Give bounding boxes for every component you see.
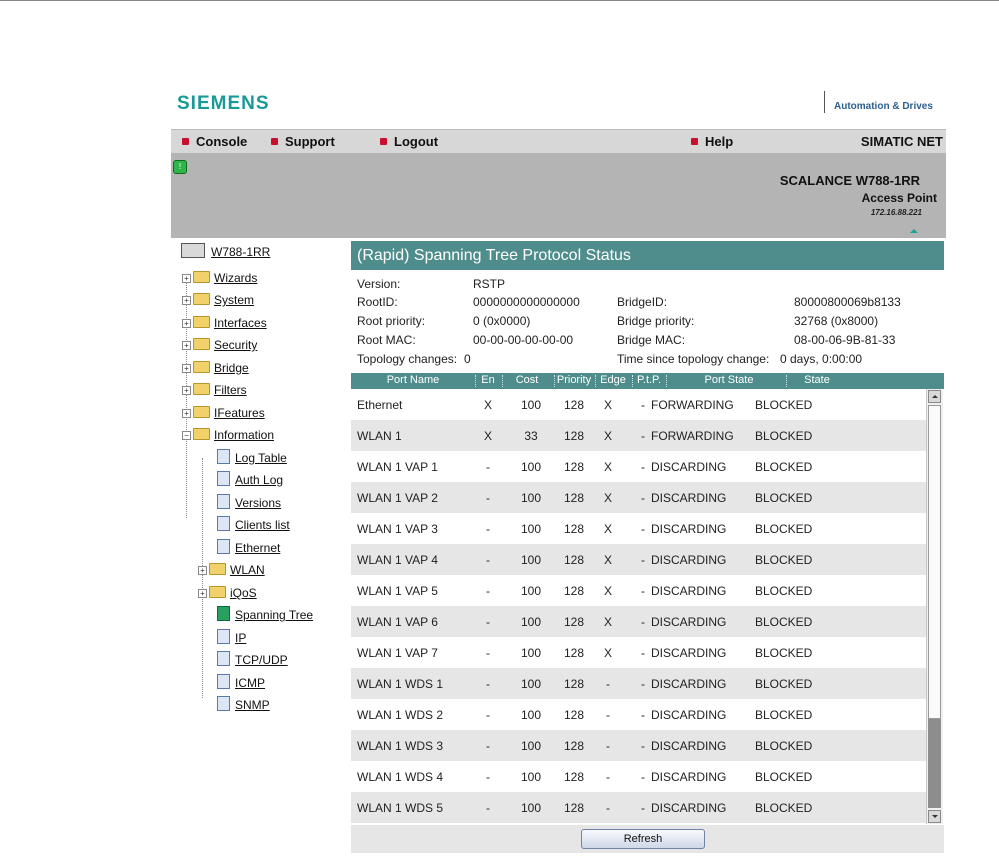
time-since-label: Time since topology change:	[617, 352, 770, 366]
cell-port-state: FORWARDING	[651, 429, 734, 443]
table-row	[351, 699, 926, 730]
table-header	[351, 373, 944, 389]
version-label: Version:	[357, 277, 401, 291]
cell-ptp: -	[641, 646, 645, 660]
cell-ptp: -	[641, 491, 645, 505]
cell-en: -	[486, 584, 490, 598]
cell-priority: 128	[563, 615, 585, 629]
cell-ptp: -	[641, 739, 645, 753]
cell-cost: 100	[520, 584, 542, 598]
device-role: Access Point	[861, 191, 937, 205]
expand-icon[interactable]: +	[182, 296, 191, 305]
cell-priority: 128	[563, 708, 585, 722]
tree-folder-label[interactable]: iQoS	[230, 586, 257, 600]
cell-port-name: WLAN 1 VAP 7	[357, 646, 438, 660]
cell-priority: 128	[563, 801, 585, 815]
tree-folder-label[interactable]: Bridge	[214, 361, 249, 375]
brand-bar	[171, 77, 946, 129]
cell-port-name: WLAN 1 VAP 3	[357, 522, 438, 536]
cell-port-state: DISCARDING	[651, 646, 727, 660]
cell-ptp: -	[641, 677, 645, 691]
tree-page-auth-log[interactable]	[217, 471, 283, 489]
tree-folder-label[interactable]: Information	[214, 428, 275, 442]
cell-state: BLOCKED	[755, 801, 813, 815]
cell-priority: 128	[563, 584, 585, 598]
cell-en: -	[486, 770, 490, 784]
bridge-priority-value: 32768 (0x8000)	[794, 314, 879, 328]
column-header-cost: Cost	[515, 374, 539, 386]
rootid-value: 0000000000000000	[473, 295, 580, 309]
cell-en: -	[486, 677, 490, 691]
cell-edge: -	[606, 801, 610, 815]
cell-state: BLOCKED	[755, 615, 813, 629]
tree-folder-bridge[interactable]	[182, 359, 249, 377]
cell-edge: X	[603, 615, 612, 629]
cell-priority: 128	[563, 739, 585, 753]
column-header-state: State	[804, 374, 830, 386]
expand-icon[interactable]: +	[182, 319, 191, 328]
folder-icon	[193, 271, 210, 283]
cell-state: BLOCKED	[755, 677, 813, 691]
tree-page-tcp-udp[interactable]	[217, 651, 288, 669]
scroll-up-arrow-icon[interactable]	[928, 390, 941, 403]
tree-folder-security[interactable]	[182, 336, 257, 354]
cell-state: BLOCKED	[755, 646, 813, 660]
table-row	[351, 575, 926, 606]
tree-folder-interfaces[interactable]	[182, 314, 267, 332]
menu-help[interactable]	[691, 134, 733, 149]
cell-port-name: WLAN 1 VAP 2	[357, 491, 438, 505]
folder-icon	[209, 586, 226, 598]
cell-port-name: WLAN 1 VAP 1	[357, 460, 438, 474]
tree-folder-information[interactable]	[182, 426, 274, 444]
cell-port-name: WLAN 1 WDS 2	[357, 708, 444, 722]
cell-ptp: -	[641, 801, 645, 815]
tree-page-label[interactable]: Versions	[235, 496, 282, 510]
cell-en: -	[486, 553, 490, 567]
cell-en: -	[486, 615, 490, 629]
device-banner	[171, 153, 946, 238]
cell-edge: X	[603, 553, 612, 567]
cell-port-state: DISCARDING	[651, 801, 727, 815]
cell-port-name: WLAN 1 VAP 6	[357, 615, 438, 629]
cell-en: -	[486, 491, 490, 505]
scrollbar-track[interactable]	[928, 719, 941, 808]
tree-root-label[interactable]: W788-1RR	[211, 245, 271, 259]
cell-cost: 100	[520, 460, 542, 474]
menu-logout-label: Logout	[394, 134, 439, 149]
cell-port-state: DISCARDING	[651, 770, 727, 784]
tree-root[interactable]	[181, 243, 270, 259]
cell-priority: 128	[563, 770, 585, 784]
cell-state: BLOCKED	[755, 770, 813, 784]
cell-edge: -	[606, 677, 610, 691]
cell-cost: 100	[520, 553, 542, 567]
tree-page-label[interactable]: TCP/UDP	[235, 653, 288, 667]
document-icon	[217, 471, 230, 486]
tree-folder-label[interactable]: Security	[214, 338, 258, 352]
cell-edge: X	[603, 584, 612, 598]
column-header-priority: Priority	[556, 374, 592, 386]
tree-folder-label[interactable]: WLAN	[230, 563, 265, 577]
cell-state: BLOCKED	[755, 460, 813, 474]
cell-ptp: -	[641, 429, 645, 443]
expand-icon[interactable]: +	[182, 386, 191, 395]
column-header-en: En	[481, 374, 495, 386]
cell-ptp: -	[641, 708, 645, 722]
brand-tagline: Automation & Drives	[834, 101, 933, 112]
folder-icon	[193, 383, 210, 395]
cell-edge: X	[603, 429, 612, 443]
expand-icon[interactable]: +	[182, 341, 191, 350]
document-icon	[217, 651, 230, 666]
cell-ptp: -	[641, 553, 645, 567]
cell-edge: X	[603, 491, 612, 505]
top-menu-bar	[171, 129, 946, 154]
cell-en: -	[486, 739, 490, 753]
cell-port-state: DISCARDING	[651, 460, 727, 474]
cell-port-name: WLAN 1 WDS 5	[357, 801, 444, 815]
tree-folder-label[interactable]: IFeatures	[214, 406, 265, 420]
refresh-bar	[351, 825, 944, 853]
scroll-down-arrow-icon[interactable]	[928, 810, 941, 823]
cell-ptp: -	[641, 615, 645, 629]
table-row	[351, 761, 926, 792]
bridge-mac-label: Bridge MAC:	[617, 333, 686, 347]
root-priority-value: 0 (0x0000)	[473, 314, 531, 328]
document-icon	[217, 449, 230, 464]
root-mac-value: 00-00-00-00-00-00	[473, 333, 574, 347]
cell-priority: 128	[563, 460, 585, 474]
panel-title: (Rapid) Spanning Tree Protocol Status	[351, 241, 944, 270]
column-divider	[786, 375, 788, 387]
cell-priority: 128	[563, 677, 585, 691]
cell-port-name: WLAN 1	[357, 429, 402, 443]
tree-page-label[interactable]: IP	[235, 631, 247, 645]
cell-ptp: -	[641, 398, 645, 412]
tree-page-versions[interactable]	[217, 494, 281, 512]
tree-page-label[interactable]: Spanning Tree	[235, 608, 314, 622]
tree-page-log-table[interactable]	[217, 449, 287, 467]
navigation-tree	[171, 238, 351, 853]
device-icon	[181, 243, 205, 258]
table-row	[351, 513, 926, 544]
refresh-button[interactable]: Refresh	[581, 829, 705, 849]
cell-port-name: WLAN 1 WDS 3	[357, 739, 444, 753]
cell-cost: 100	[520, 708, 542, 722]
expand-icon[interactable]: +	[182, 364, 191, 373]
cell-en: -	[486, 646, 490, 660]
cell-state: BLOCKED	[755, 553, 813, 567]
collapse-arrow-icon[interactable]	[910, 229, 918, 233]
table-row	[351, 606, 926, 637]
tree-folder-ifeatures[interactable]	[182, 404, 265, 422]
cell-state: BLOCKED	[755, 739, 813, 753]
column-header-ptp: P.t.P.	[636, 374, 662, 386]
folder-icon	[193, 406, 210, 418]
tree-folder-label[interactable]: System	[214, 293, 255, 307]
cell-port-name: Ethernet	[357, 398, 403, 412]
cell-cost: 100	[520, 491, 542, 505]
cell-en: -	[486, 460, 490, 474]
menu-logout[interactable]	[380, 134, 438, 149]
cell-en: -	[486, 801, 490, 815]
folder-icon	[209, 563, 226, 575]
document-icon	[217, 629, 230, 644]
table-row	[351, 389, 926, 420]
product-name: SIMATIC NET	[860, 134, 943, 149]
tree-folder-label[interactable]: Filters	[214, 383, 247, 397]
folder-icon	[193, 293, 210, 305]
column-header-edge: Edge	[600, 374, 626, 386]
menu-console-label: Console	[196, 134, 248, 149]
cell-priority: 128	[563, 429, 585, 443]
document-icon	[217, 674, 230, 689]
cell-state: BLOCKED	[755, 522, 813, 536]
cell-edge: -	[606, 770, 610, 784]
cell-port-state: DISCARDING	[651, 677, 727, 691]
tree-page-spanning-tree[interactable]	[217, 606, 313, 624]
tree-folder-wizards[interactable]	[182, 269, 257, 287]
folder-icon	[193, 361, 210, 373]
cell-cost: 100	[520, 739, 542, 753]
version-value: RSTP	[473, 277, 506, 291]
cell-edge: X	[603, 522, 612, 536]
siemens-logo: SIEMENS	[177, 93, 270, 114]
tree-page-label[interactable]: SNMP	[235, 698, 270, 712]
cell-cost: 100	[520, 770, 542, 784]
cell-edge: -	[606, 708, 610, 722]
tree-page-label[interactable]: Clients list	[235, 518, 290, 532]
expand-icon[interactable]: +	[198, 566, 207, 575]
column-header-port-name: Port Name	[386, 374, 440, 386]
device-ip: 172.16.88.221	[870, 208, 922, 217]
cell-priority: 128	[563, 646, 585, 660]
cell-priority: 128	[563, 553, 585, 567]
table-row	[351, 637, 926, 668]
cell-port-state: DISCARDING	[651, 553, 727, 567]
cell-cost: 100	[520, 398, 542, 412]
table-scrollbar[interactable]	[926, 389, 943, 824]
bridge-priority-label: Bridge priority:	[617, 314, 695, 328]
collapse-icon[interactable]: −	[182, 431, 191, 440]
red-square-bullet-icon	[691, 138, 698, 145]
cell-port-state: DISCARDING	[651, 584, 727, 598]
root-mac-label: Root MAC:	[357, 333, 416, 347]
tree-page-ip[interactable]	[217, 629, 246, 647]
expand-icon[interactable]: +	[198, 589, 207, 598]
column-header-port-state: Port State	[704, 374, 754, 386]
expand-icon[interactable]: +	[182, 409, 191, 418]
brand-separator	[824, 91, 825, 113]
folder-icon	[193, 316, 210, 328]
root-priority-label: Root priority:	[357, 314, 426, 328]
cell-ptp: -	[641, 584, 645, 598]
port-table-body[interactable]	[351, 389, 926, 824]
cell-state: BLOCKED	[755, 491, 813, 505]
cell-cost: 100	[520, 677, 542, 691]
rootid-label: RootID:	[357, 295, 398, 309]
cell-cost: 33	[524, 429, 538, 443]
cell-state: BLOCKED	[755, 398, 813, 412]
table-row	[351, 451, 926, 482]
cell-port-state: DISCARDING	[651, 708, 727, 722]
red-square-bullet-icon	[380, 138, 387, 145]
red-square-bullet-icon	[182, 138, 189, 145]
tree-page-label[interactable]: Ethernet	[235, 541, 281, 555]
cell-ptp: -	[641, 770, 645, 784]
cell-cost: 100	[520, 801, 542, 815]
cell-en: X	[483, 429, 492, 443]
document-icon	[217, 539, 230, 554]
document-icon	[217, 516, 230, 531]
cell-priority: 128	[563, 398, 585, 412]
tree-page-label[interactable]: Auth Log	[235, 473, 284, 487]
tree-page-label[interactable]: ICMP	[235, 676, 265, 690]
cell-state: BLOCKED	[755, 708, 813, 722]
tree-page-snmp[interactable]	[217, 696, 270, 714]
cell-state: BLOCKED	[755, 584, 813, 598]
topology-changes-label: Topology changes:	[357, 352, 458, 366]
document-icon	[217, 494, 230, 509]
tree-folder-iqos[interactable]	[198, 584, 257, 602]
menu-support[interactable]	[271, 134, 335, 149]
tree-page-label[interactable]: Log Table	[235, 451, 287, 465]
tree-page-clients-list[interactable]	[217, 516, 290, 534]
menu-console[interactable]	[182, 134, 247, 149]
active-document-icon	[217, 606, 230, 621]
red-square-bullet-icon	[271, 138, 278, 145]
table-row	[351, 792, 926, 823]
cell-port-name: WLAN 1 VAP 5	[357, 584, 438, 598]
top-divider	[0, 0, 999, 1]
cell-en: -	[486, 522, 490, 536]
cell-state: BLOCKED	[755, 429, 813, 443]
tree-folder-wlan[interactable]	[198, 561, 265, 579]
cell-cost: 100	[520, 522, 542, 536]
cell-ptp: -	[641, 522, 645, 536]
table-row	[351, 544, 926, 575]
table-row	[351, 482, 926, 513]
cell-port-state: DISCARDING	[651, 491, 727, 505]
tree-folder-label[interactable]: Wizards	[214, 271, 258, 285]
web-console	[171, 77, 946, 853]
cell-en: -	[486, 708, 490, 722]
cell-edge: -	[606, 739, 610, 753]
bridgeid-label: BridgeID:	[617, 295, 668, 309]
menu-help-label: Help	[705, 134, 734, 149]
tree-folder-filters[interactable]	[182, 381, 247, 399]
table-row	[351, 730, 926, 761]
cell-cost: 100	[520, 646, 542, 660]
menu-support-label: Support	[285, 134, 335, 149]
column-divider	[666, 375, 668, 387]
open-folder-icon	[193, 428, 210, 440]
scrollbar-thumb[interactable]	[928, 405, 941, 719]
tree-folder-system[interactable]	[182, 291, 254, 309]
cell-edge: X	[603, 646, 612, 660]
table-row	[351, 420, 926, 451]
tree-page-ethernet[interactable]	[217, 539, 280, 557]
cell-port-state: DISCARDING	[651, 522, 727, 536]
cell-edge: X	[603, 460, 612, 474]
tree-folder-label[interactable]: Interfaces	[214, 316, 267, 330]
topology-changes-value: 0	[464, 352, 471, 366]
bridgeid-value: 80000800069b8133	[794, 295, 901, 309]
document-icon	[217, 696, 230, 711]
folder-icon	[193, 338, 210, 350]
bridge-mac-value: 08-00-06-9B-81-33	[794, 333, 896, 347]
cell-port-state: FORWARDING	[651, 398, 734, 412]
cell-port-name: WLAN 1 WDS 4	[357, 770, 444, 784]
table-row	[351, 668, 926, 699]
cell-port-state: DISCARDING	[651, 615, 727, 629]
cell-en: X	[483, 398, 492, 412]
time-since-value: 0 days, 0:00:00	[780, 352, 863, 366]
cell-cost: 100	[520, 615, 542, 629]
device-name: SCALANCE W788-1RR	[779, 173, 920, 188]
cell-priority: 128	[563, 522, 585, 536]
cell-edge: X	[603, 398, 612, 412]
cell-port-state: DISCARDING	[651, 739, 727, 753]
tree-page-icmp[interactable]	[217, 674, 265, 692]
content-panel	[351, 238, 946, 853]
cell-ptp: -	[641, 460, 645, 474]
cell-priority: 128	[563, 491, 585, 505]
green-status-led-icon: !	[173, 160, 187, 174]
cell-port-name: WLAN 1 WDS 1	[357, 677, 444, 691]
cell-port-name: WLAN 1 VAP 4	[357, 553, 438, 567]
expand-icon[interactable]: +	[182, 274, 191, 283]
